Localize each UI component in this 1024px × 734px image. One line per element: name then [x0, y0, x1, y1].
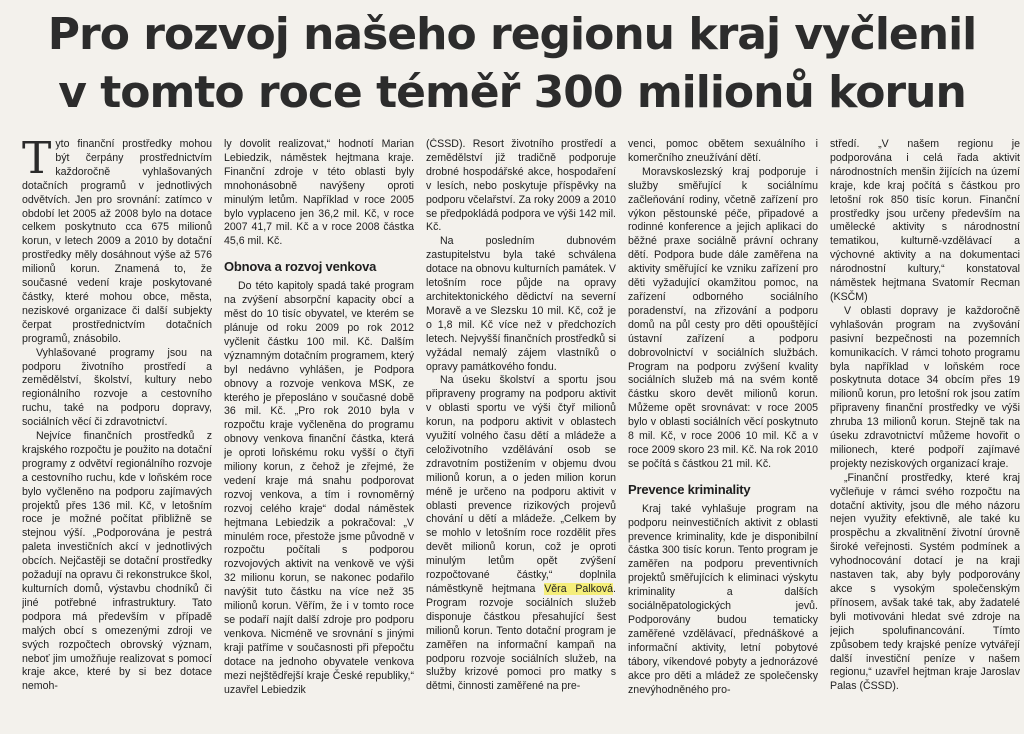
section-heading: Obnova a rozvoj venkova — [224, 259, 377, 275]
column-2 — [224, 138, 414, 734]
paragraph — [426, 374, 616, 694]
paragraph-text: Na úseku školství a sportu jsou připraveny programy na podporu aktivit v oblasti sportu ve výši čtyř milionů korun, na podporu aktivit v oblastech využití volného času dětí a mládeže a celoživotního vzdělávání osob se zdravotním postižením v objemu dvou milionů korun, a o jeden milion korun méně je určeno na podporu aktivit v oblasti prevence rizikových projevů chování u dětí a mládeže. „Celkem by se mohlo v letošním roce rozdělit přes devět milionů korun, což je oproti minulým letům opět zvýšení rozpočtované částky,“ doplnila náměstkyně hejtmana — [426, 374, 616, 595]
paragraph: středí. „V našem regionu je podporována i celá řada aktivit národnostních menšin žijících na území kraje, kde kraj počítá s částkou pro letošní rok 850 tisíc korun. Finanční prostředky jsou určeny především na umělecké aktivity s národnostní tematikou, kulturně-vzdělávací a výchovné aktivity a na dokumentaci národnostní kultury,“ konstatoval náměstek hejtmana Svatomír Recman (KSČM) — [830, 138, 1020, 303]
paragraph-text: . Program rozvoje sociálních služeb disponuje částkou přesahující šest milionů korun. Tento dotační program je zaměřen na informační kampaň na podporu rozvoje sociálních služeb, na služby krizové pomoci pro matky s dětmi, činnosti zaměřené na pre- — [426, 583, 616, 693]
paragraph: Nejvíce finančních prostředků z krajského rozpočtu je použito na dotační programy z odvětví regionálního rozvoje a cestovního ruchu, kde v loňském roce bylo vyčleněno na podporu zajímavých projektů přes 136 mil. Kč, v letošním roce je možné počítat přibližně se stejnou výší. „Podporována je pestrá paleta investičních akcí v jednotlivých obcích. Nejčastěji se dotační prostředky požadují na opravu či rekonstrukce škol, kulturních domů, výstavbu chodníků či jiné potřebné infrastruktury. Tato podpora má především v případě malých obcí s omezenými zdroji ve svých rozpočtech obrovský význam, neboť jim umožňuje realizovat s pomocí kraje akce, které by si bez dotace nemoh- — [22, 430, 212, 693]
paragraph: (ČSSD). Resort životního prostředí a zemědělství již tradičně podporuje drobné hospodářské akce, hospodaření v lesích, nebo poskytuje příspěvky na podporu včelařství. Za roky 2009 a 2010 se předpokládá podpora ve výši 142 mil. Kč. — [426, 138, 616, 234]
headline-line-2: v tomto roce téměř 300 milionů korun — [58, 67, 966, 118]
paragraph-text: yto finanční prostředky mohou být čerpány prostřednictvím každoročně vyhlašovaných dotačních programů v jednotlivých odvětvích. Jen pro srovnání: zatímco v období let 2005 až 2008 bylo na dotace celkem poskytnuto cca 675 milionů korun, v letech 2009 a 2010 by dotační prostředky měly dosáhnout výše až 576 milionů korun. Znamená to, že současné vedení kraje poskytované částky, které mohou obce, města, neziskové organizace či další subjekty čerpat prostřednictvím dotačních programů, znásobilo. — [22, 138, 212, 345]
column-3 — [426, 138, 616, 734]
paragraph — [22, 138, 212, 347]
column-4 — [628, 138, 818, 734]
paragraph: „Finanční prostředky, které kraj vyčleňuje v rámci svého rozpočtu na dotační aktivity, jsou dle mého názoru nejen využity efektivně, ale také ku prospěchu a zkvalitnění životní úrovně široké veřejnosti. Systém podmínek a vyhodnocování dotací je na kraji nastaven tak, aby byly podporovány akce s vysokým společenským přínosem, avšak také tak, aby žadatelé byli motivováni hledat své zdroje na jejich spolufinancování. Tímto způsobem tedy krajské peníze vytvářejí další investiční peníze v našem regionu,“ uzavřel hejtman kraje Jaroslav Palas (ČSSD). — [830, 471, 1020, 693]
column-1 — [22, 138, 212, 734]
article-headline — [0, 6, 1024, 122]
paragraph: Moravskoslezský kraj podporuje i služby směřující k sociálnímu začleňování rodiny, včetně zařízení pro výkon pěstounské péče, připadové a rodinné konference a jejich aplikaci do běžné praxe sociálně právní ochrany dětí. Podpora bude dále zaměřena na aktivity směřující ke vzniku zařízení pro děti vyžadující okamžitou pomoc, na zařízení odborného sociálního poradenství, na zřizování a podporu domů na půl cesty pro děti opouštějící ústavní zařízení a podporu dobrovolnictví v sociálních službách. Program na podporu zvýšení kvality sociálních služeb má na svém kontě částku skoro devět milionů korun. Můžeme opět srovnávat: v roce 2005 bylo v oblasti sociálních věcí poskytnuto 8 mil. Kč, v roce 2006 10 mil. Kč a v roce 2009 skoro 23 mil. Kč. Na rok 2010 se počítá s částkou 21 mil. Kč. — [628, 165, 818, 470]
column-5 — [830, 138, 1020, 734]
paragraph: Kraj také vyhlašuje program na podporu neinvestičních aktivit z oblasti prevence kriminality, kde je disponibilní částka 300 tisíc korun. Tento program je zaměřen na podporu preventivních projektů směřujících k eliminaci výskytu kriminality a dalších sociálněpatologických jevů. Podporovány budou tematicky zaměřené vzdělávací, přednáškové a informační aktivity, letní pobytové tábory, víkendové pobyty a jednorázové akce pro děti a mládež ze společensky znevýhodněného pro- — [628, 502, 818, 696]
paragraph: ly dovolit realizovat,“ hodnotí Marian Lebiedzik, náměstek hejtmana kraje. Finanční zdroje v této oblasti byly mnohonásobně navýšeny oproti minulým letům. Například v roce 2005 bylo vyplaceno jen 36,2 mil. Kč, v roce 2007 41,7 mil. Kč a v roce 2008 částka 45,6 mil. Kč. — [224, 138, 414, 248]
paragraph: venci, pomoc obětem sexuálního i komerčního zneužívání dětí. — [628, 138, 818, 164]
paragraph: Do této kapitoly spadá také program na zvýšení absorpční kapacity obcí a měst do 10 tisíc obyvatel, ve kterém se plánuje od roku 2009 po rok 2012 vyčlenit částku 100 mil. Kč. Dalším významným dotačním programem, který byl nedávno vyhlášen, je Podpora obnovy a rozvoje venkova MSK, ze kterého je přeposláno v současné době 36 mil. Kč. „Pro rok 2010 byla v rozpočtu kraje vyčleněna do programu obnovy venkova finanční částka, která je oproti loňskému roku vyšší o čtyři miliony korun, z čehož je zřejmé, že vedení kraje má snahu podporovat rozvoj venkova, a tím i rovnoměrný rozvoj celého kraje“ dodal náměstek hejtmana Lebiedzik a pokračoval: „V minulém roce, přestože jsme původně v rozpočtu počítali s podporou rozvojových aktivit na venkově ve výši 32 milionu korun, se nakonec podařilo navýšit tuto částku na více než 35 milionů korun. Věřím, že i v tomto roce se podaří najít další zdroje pro podporu venkova. Nicméně ve srovnání s jinými kraji patříme v současnosti při přepočtu dotace na jednoho obyvatele venkova mezi nejštědřejší kraje České republiky,“ uzavřel Lebiedzik — [224, 280, 414, 696]
article-body — [22, 138, 1020, 734]
paragraph: Vyhlašované programy jsou na podporu životního prostředí a zemědělství, školství, kultury nebo regionálního rozvoje a cestovního ruchu, také na podporu dopravy, sociálních věcí či zdravotnictví. — [22, 346, 212, 429]
section-heading: Prevence kriminality — [628, 481, 751, 497]
paragraph: V oblasti dopravy je každoročně vyhlašován program na zvyšování pasivní bezpečnosti na pozemních komunikacích. V rámci tohoto programu byla například v loňském roce poskytnuta dotace 34 obcím přes 19 milionů korun, pro letošní rok jsou zatím připraveny finanční prostředky ve výši zhruba 13 milionů korun. Stejně tak na úseku zdravotnictví můžeme hovořit o milionech, které podpoří zajímavé projekty neziskových organizací kraje. — [830, 304, 1020, 470]
paragraph: Na posledním dubnovém zastupitelstvu byla také schválena dotace na obnovu kulturních památek. V letošním roce půjde na opravy architektonického dědictví na severní Moravě a ve Slezsku 10 mil. Kč, což je o 1,8 mil. Kč více než v předchozích letech. Nejvyšší finančních prostředků si vyžádal nemalý zájem vlastníků o opravy památkového fondu. — [426, 235, 616, 373]
headline-line-1: Pro rozvoj našeho regionu kraj vyčlenil — [47, 9, 977, 60]
drop-cap: T — [22, 138, 52, 184]
highlighted-name: Věra Palková — [544, 583, 614, 595]
